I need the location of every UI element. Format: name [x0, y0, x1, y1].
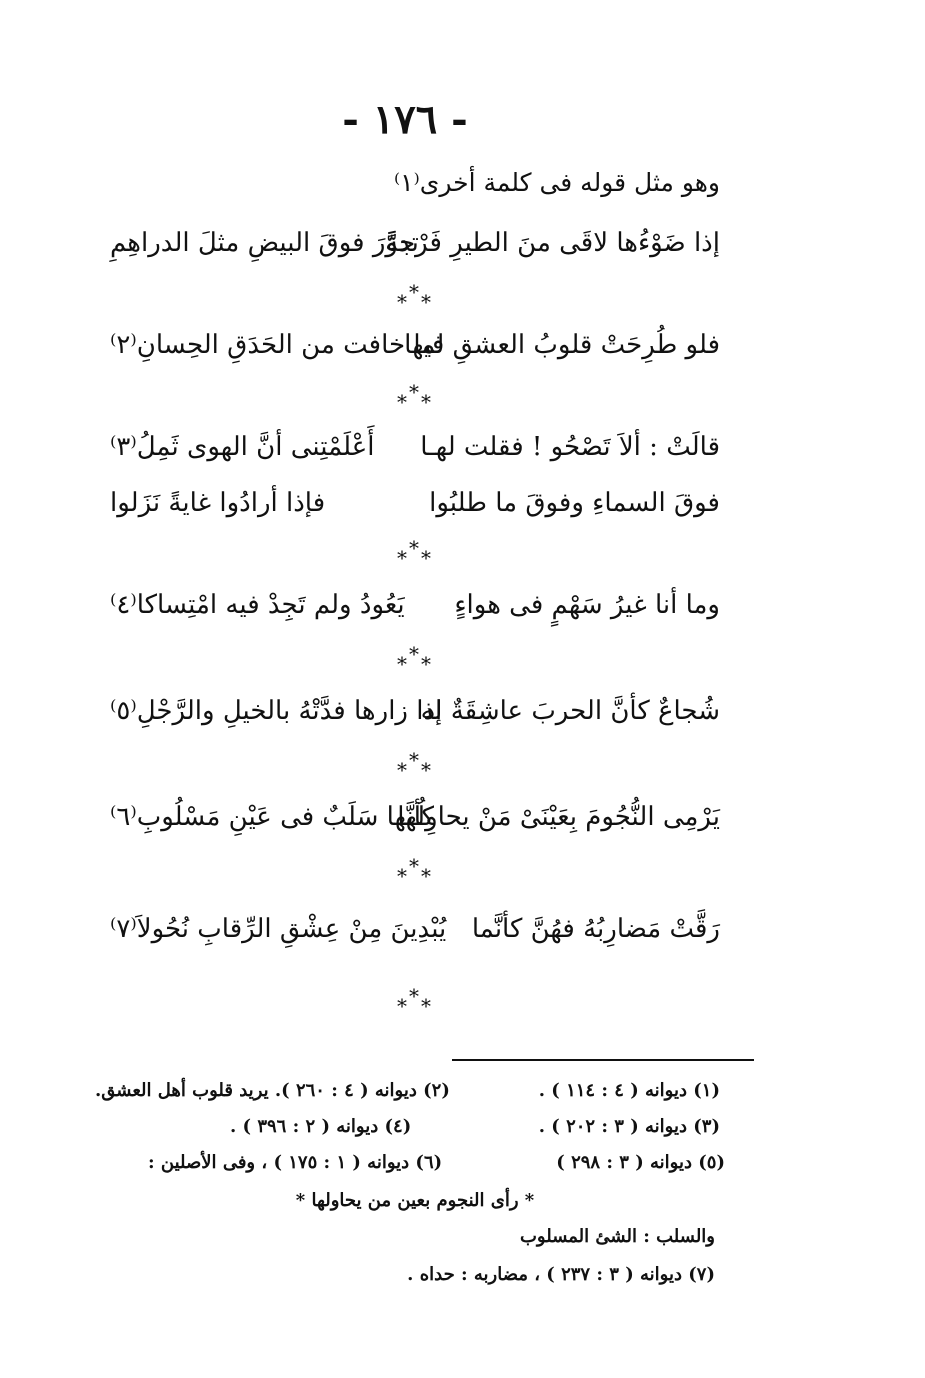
star: *: [409, 280, 421, 304]
footnote-3: (٣) ديوانه ( ٣ : ٢٠٢ ) .: [538, 1116, 720, 1137]
verse-5: [110, 590, 720, 634]
hemistich-second: يُبْدِينَ مِنْ عِشْقِ الرِّقابِ نُحُولاَ⁽٧⁾: [110, 914, 447, 944]
star: *: [409, 380, 421, 404]
star-ornament: [0, 280, 830, 314]
hemistich-second: يَعُودُ ولم تَجِدْ فيه امْتِساكا⁽٤⁾: [110, 590, 405, 620]
hemistich-second: تدوَّرَ فوقَ البيضِ مثلَ الدراهِمِ: [110, 228, 419, 258]
star: *: [397, 758, 409, 782]
hemistich-first: وما أنا غيرُ سَهْمٍ فى هواءٍ: [454, 590, 720, 620]
intro-line: وهو مثل قوله فى كلمة أخرى⁽١⁾: [394, 168, 720, 197]
star: *: [421, 290, 433, 314]
verse-1: [110, 228, 720, 272]
star: *: [397, 390, 409, 414]
hemistich-first: إذا ضَوْءُها لاقَى منَ الطيرِ فَرْجةً: [385, 228, 720, 258]
hemistich-first: شُجاعٌ كأنَّ الحربَ عاشِقَةٌ له: [420, 696, 720, 726]
verse-4: [110, 488, 720, 532]
verse-2: [110, 330, 720, 374]
star-ornament: [0, 642, 830, 676]
verse-3: [110, 432, 720, 476]
star: *: [409, 536, 421, 560]
verse-8: [110, 914, 720, 958]
star: *: [409, 854, 421, 878]
star: *: [397, 652, 409, 676]
hemistich-second: أَعْلَمْتِنى أنَّ الهوى ثَمِلُ⁽٣⁾: [110, 432, 375, 462]
hemistich-second: إذا زارها فدَّتْهُ بالخيلِ والرَّجْلِ⁽٥⁾: [110, 696, 443, 726]
star-ornament: [0, 984, 830, 1018]
verse-6: [110, 696, 720, 740]
footnote-divider: [452, 1059, 754, 1061]
verse-7: [110, 802, 720, 846]
star: *: [409, 984, 421, 1008]
hemistich-first: قالَتْ : ألاَ تَصْحُو ! فقلت لهـا: [420, 432, 720, 462]
star: *: [409, 642, 421, 666]
hemistich-first: فلو طُرِحَتْ قلوبُ العشقِ فيها: [404, 330, 720, 360]
footnote-6: (٦) ديوانه ( ١ : ١٧٥ ) ، وفى الأصلين :: [148, 1152, 443, 1173]
footnote-quote: * رأى النجوم بعين من يحاولها *: [295, 1190, 535, 1211]
star-ornament: [0, 748, 830, 782]
footnote-1: (١) ديوانه ( ٤ : ١١٤ ) .: [538, 1080, 720, 1101]
star: *: [397, 290, 409, 314]
hemistich-first: فوقَ السماءِ وفوقَ ما طلبُوا: [429, 488, 720, 518]
star-ornament: [0, 536, 830, 570]
page-number: - ١٧٦ -: [342, 96, 468, 143]
star: *: [421, 994, 433, 1018]
star: *: [421, 652, 433, 676]
star: *: [421, 864, 433, 888]
footnote-4: (٤) ديوانه ( ٢ : ٣٩٦ ) .: [230, 1116, 412, 1137]
star: *: [421, 758, 433, 782]
star: *: [397, 864, 409, 888]
hemistich-first: يَرْمِى النُّجُومَ بِعَيْنَىْ مَنْ يحاوِلُها: [397, 802, 720, 832]
star: *: [397, 994, 409, 1018]
star: *: [421, 546, 433, 570]
footnote-gloss: والسلب : الشئ المسلوب: [519, 1226, 715, 1247]
footnote-7: (٧) ديوانه ( ٣ : ٢٣٧ ) ، مضاربه : حداه .: [407, 1264, 715, 1285]
hemistich-first: رَقَّتْ مَضارِبُهُ فهُنَّ كأنَّما: [471, 914, 720, 944]
star: *: [421, 390, 433, 414]
star-ornament: [0, 380, 830, 414]
star: *: [409, 748, 421, 772]
footnote-2: (٢) ديوانه ( ٤ : ٢٦٠ ). يريد قلوب أهل العشق.: [95, 1080, 450, 1101]
hemistich-second: كأنَّها سَلَبٌ فى عَيْنِ مَسْلُوبِ⁽٦⁾: [110, 802, 435, 832]
star-ornament: [0, 854, 830, 888]
star: *: [397, 546, 409, 570]
hemistich-second: فإذا أرادُوا غايةً نَزَلوا: [110, 488, 326, 518]
hemistich-second: لما خافت من الحَدَقِ الحِسانِ⁽٢⁾: [110, 330, 445, 360]
footnote-5: (٥) ديوانه ( ٣ : ٢٩٨ ): [556, 1152, 725, 1173]
